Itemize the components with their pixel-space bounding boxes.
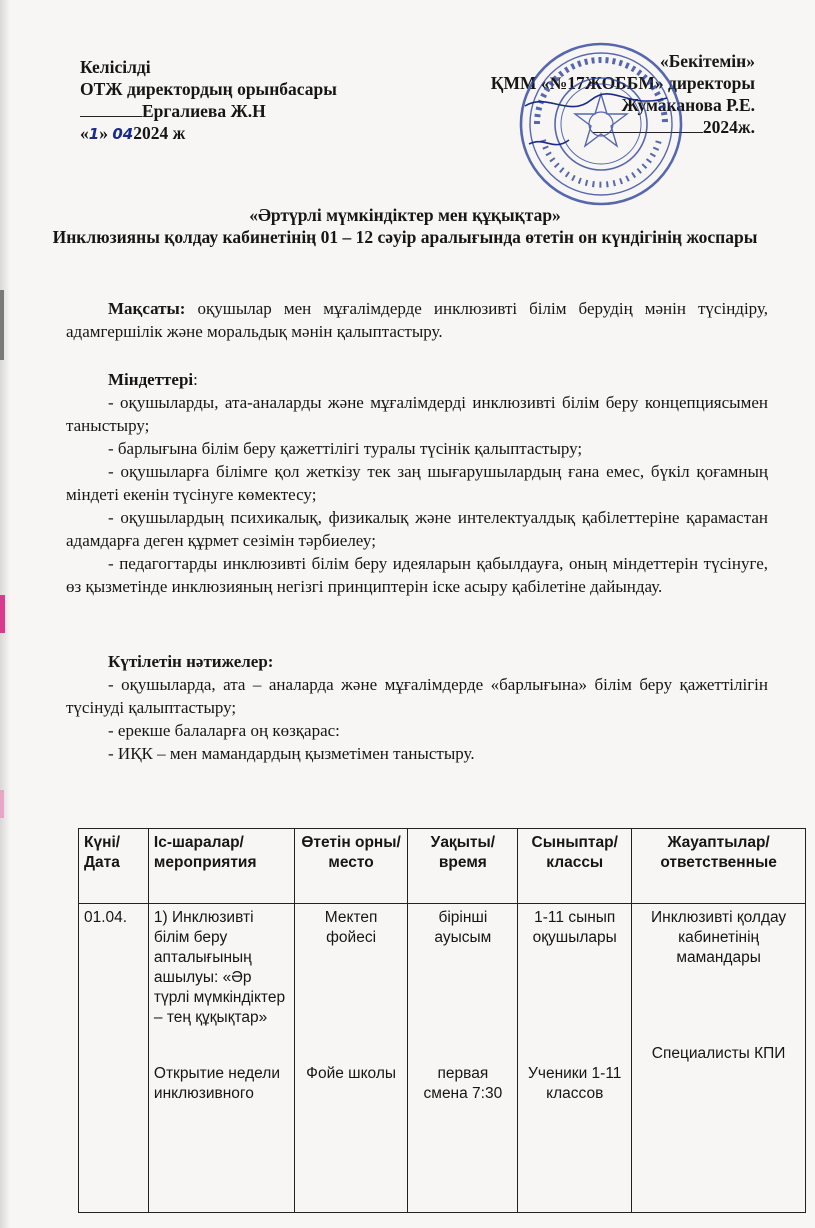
- table-row: [79, 904, 806, 1213]
- header-time: Уақыты/ время: [408, 829, 518, 904]
- agreed-label: Келісілді: [80, 57, 151, 77]
- results-label: Күтілетін нәтижелер:: [108, 652, 274, 671]
- result-item: - ерекше балаларға оң көзқарас:: [108, 721, 340, 740]
- goal-label: Мақсаты:: [108, 299, 186, 318]
- agreement-date: «1» 042024 ж: [80, 123, 186, 143]
- task-item: - педагогтарды инклюзивті білім беру идеяларын қабылдауға, оның міндеттерін түсінуге, өз қызметінде инклюзияның негізгі принциптерін іске асыру қабілетіне дайындау.: [66, 554, 768, 596]
- header-event: Іс-шаралар/ мероприятия: [148, 829, 294, 904]
- approval-date: 2024ж.: [491, 116, 755, 138]
- result-item: - ИҚК – мен мамандардың қызметімен таныстыру.: [108, 744, 475, 763]
- document-title: [40, 204, 770, 248]
- cell-event: [148, 904, 294, 1213]
- resp-kz: Инклюзивті қолдау кабинетінің мамандары: [651, 909, 787, 966]
- task-item: - барлығына білім беру қажеттілігі туралы түсінік қалыптастыру;: [108, 439, 583, 458]
- header-date: Күні/ Дата: [79, 829, 149, 904]
- header-place: Өтетін орны/место: [294, 829, 408, 904]
- agreement-block: [80, 56, 337, 145]
- task-item: - оқушылардың психикалық, физикалық және интелектуалдық қабілеттеріне қарамастан адамдарға деген құрмет сезімін тәрбиелеу;: [66, 508, 768, 550]
- place-kz: Мектеп фойесі: [324, 909, 378, 946]
- tasks-section: Міндеттері: - оқушыларды, ата-аналарды және мұғалімдерді инклюзивті білім беру концепциясымен таныстыру; - барлығына білім беру қажеттілігі туралы түсінік қалыптастыру; - оқушыларға білімге қол жеткізу тек заң шығарушылардың ғана емес, бүкіл қоғамның міндеті екенін түсінуге көмектесу; - оқушылардың психикалық, физикалық және интелектуалдық қабілеттеріне қарамастан адамдарға деген құрмет сезімін тәрбиелеу; - педагогтарды инклюзивті білім беру идеяларын қабылдауға, оның міндеттерін түсінуге, өз қызметінде инклюзияның негізгі принциптерін іске асыру қабілетіне дайындау.: [66, 370, 768, 596]
- results-section: [66, 650, 768, 765]
- approved-label: «Бекітемін»: [659, 51, 755, 71]
- result-item: - оқушыларда, ата – аналарда және мұғалімдерде «барлығына» білім беру қажеттілігін түсінуді қалыптастыру;: [66, 675, 768, 717]
- table-header-row: [79, 829, 806, 904]
- cell-time: [408, 904, 518, 1213]
- task-item: - оқушыларға білімге қол жеткізу тек заң шығарушылардың ғана емес, бүкіл қоғамның міндеті екенін түсінуге көмектесу;: [66, 462, 768, 504]
- binder-edge-mark: [0, 290, 4, 360]
- handwritten-month: 04: [112, 125, 134, 143]
- director-position: ҚММ «№17ЖОББМ» директоры: [490, 73, 755, 93]
- signature-blank: [80, 100, 142, 117]
- deputy-signature-line: [80, 100, 337, 122]
- cell-date: 01.04.: [79, 904, 149, 1213]
- header-responsible: Жауаптылар/ ответственные: [632, 829, 806, 904]
- time-kz: бірінші ауысым: [434, 909, 492, 946]
- cell-place: [294, 904, 408, 1213]
- cell-responsible: [632, 904, 806, 1213]
- cell-classes: [518, 904, 632, 1213]
- tasks-label: Міндеттері: [108, 370, 194, 389]
- title-line-1: «Әртүрлі мүмкіндіктер мен құқықтар»: [249, 205, 561, 225]
- header-classes: Сыныптар/ классы: [518, 829, 632, 904]
- goal-text: оқушылар мен мұғалімдерде инклюзивті білім берудің мәнін түсіндіру, адамгершілік және моральдық мәнін қалыптастыру.: [66, 299, 768, 341]
- handwritten-day: 1: [88, 125, 100, 143]
- official-stamp-seal: [517, 40, 685, 208]
- event-kz: 1) Инклюзивті білім беру апталығының ашылуы: «Әр түрлі мүмкіндіктер – тең құқықтар»: [153, 909, 286, 1026]
- deputy-position: ОТЖ директордың орынбасары: [80, 79, 337, 99]
- task-item: - оқушыларды, ата-аналарды және мұғалімдерді инклюзивті білім беру концепциясымен таныстыру;: [66, 393, 768, 435]
- deputy-name: Ергалиева Ж.Н: [142, 101, 266, 121]
- resp-ru: Специалисты КПИ: [651, 1045, 786, 1062]
- time-ru: первая смена 7:30: [423, 1065, 503, 1102]
- event-ru: Открытие недели инклюзивного: [153, 1065, 280, 1102]
- goal-section: [66, 297, 768, 343]
- pink-tab-marker: [0, 595, 5, 633]
- title-line-2: Инклюзияны қолдау кабинетінің 01 – 12 сәуір аралығында өтетін он күндігінің жоспары: [52, 227, 758, 247]
- plan-table: [78, 828, 806, 1213]
- agreement-year: 2024 ж: [133, 123, 186, 143]
- director-name: Жумаканова Р.Е.: [621, 95, 755, 115]
- place-ru: Фойе школы: [306, 1065, 397, 1082]
- classes-ru: Ученики 1-11 классов: [528, 1065, 622, 1102]
- classes-kz: 1-11 сынып оқушылары: [532, 909, 617, 946]
- pink-tab-marker-light: [0, 790, 4, 818]
